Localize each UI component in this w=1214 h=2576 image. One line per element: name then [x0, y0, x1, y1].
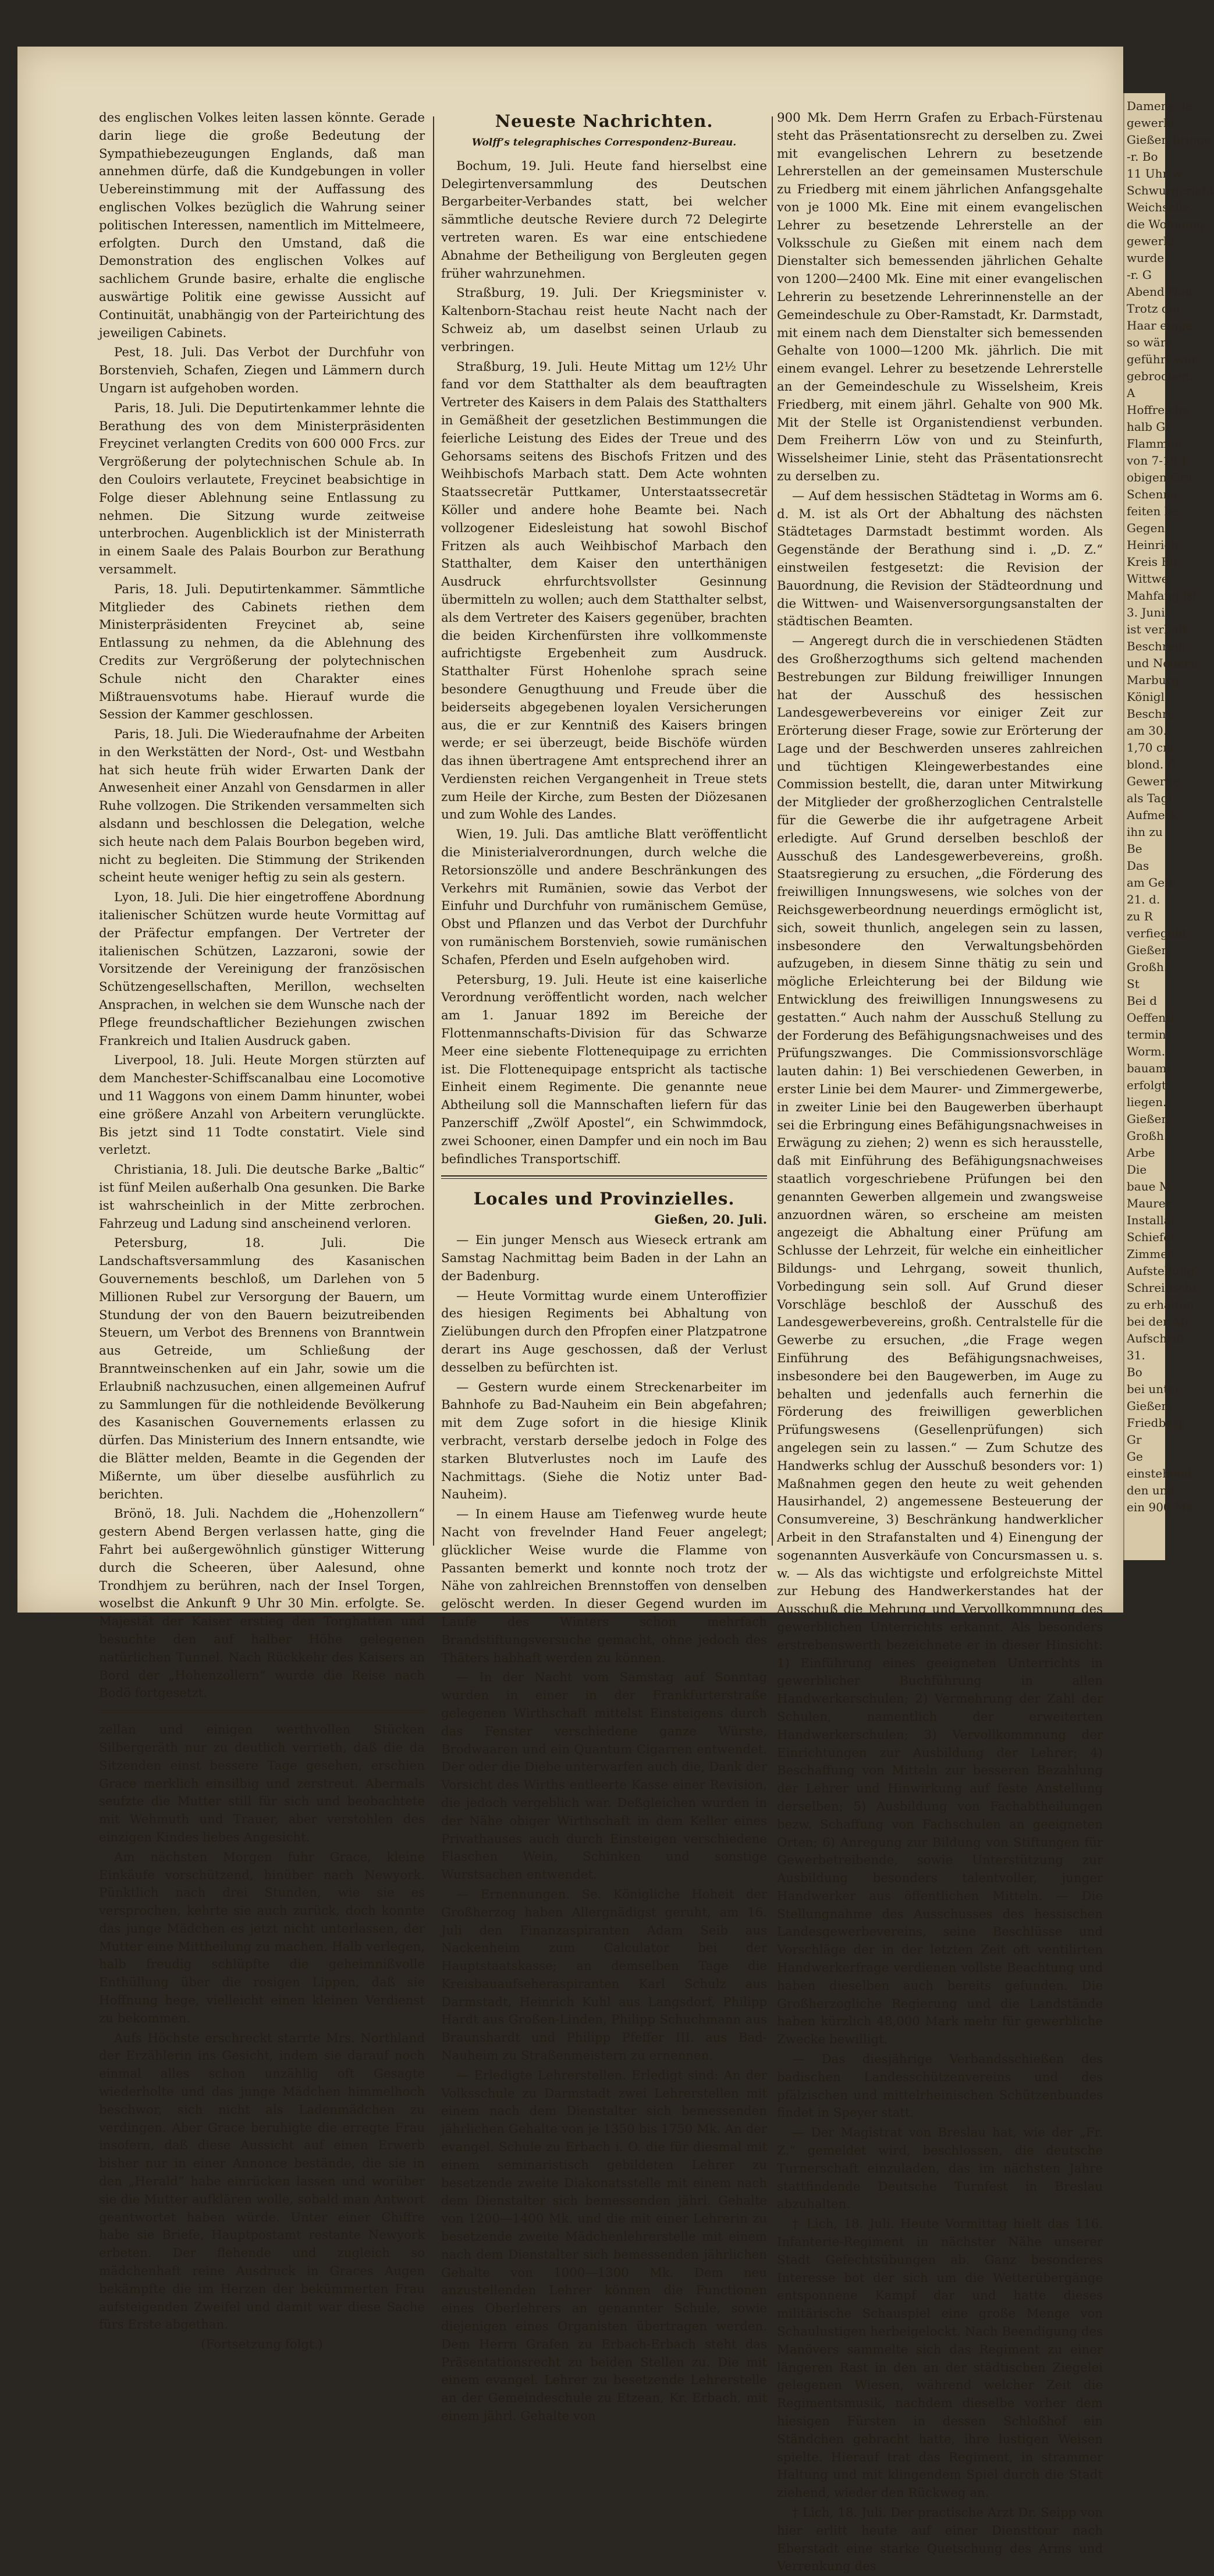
strip-text-fragment: gewerkl. — [1127, 234, 1178, 248]
strip-text-fragment: Oeffentl — [1127, 1011, 1174, 1025]
strip-text-fragment: Bei d — [1127, 994, 1158, 1008]
strip-text-fragment: Hoffreiche — [1127, 403, 1190, 417]
strip-text-fragment: 31. — [1127, 1348, 1145, 1362]
strip-text-fragment: Gegen — [1127, 521, 1165, 535]
telegram-list — [441, 158, 767, 1169]
local-news-list — [441, 1232, 767, 2426]
strip-text-fragment: 11 Uhr w — [1127, 166, 1182, 180]
strip-text-fragment: Bo — [1127, 1365, 1142, 1379]
news-item: Straßburg, 19. Juli. Der Kriegsminister v. Kaltenborn-Stachau reist heute Nacht nach der Schweiz ab, um daselbst seinen Urlaub zu verbringen. — [441, 286, 767, 355]
local-news-item: † Lich, 18. Juli. Der practische Arzt Dr. Seipp von hier erlitt heute auf einer Diensttour nach Eberstadt eine starke Quetschung des Arms und Verrenkung des — [777, 2505, 1103, 2574]
news-item: Liverpool, 18. Juli. Heute Morgen stürzten auf dem Manchester-Schiffscanalbau eine Locomotive und 11 Waggons von einem Damm hinunter, wobei eine größere Anzahl von Arbeitern verunglückte. Bis jetzt sind 11 Todte constatirt. Viele sind verletzt. — [99, 1053, 425, 1158]
strip-text-fragment: -r. Bo — [1127, 150, 1158, 164]
news-item: Lyon, 18. Juli. Die hier eingetroffene Abordnung italienischer Schützen wurde heute Vormittag auf der Präfectur empfangen. Der Vertreter der italienischen Schützen, Lazzaroni, sowie der Vorsitzende der Vereinigung der französischen Schützengesellschaften, Merillon, wechselten Ansprachen, in welchen sie dem Wunsche nach der Pflege freundschaftlicher Beziehungen zwischen Frankreich und Italien Ausdruck gaben. — [99, 890, 425, 1048]
strip-text-fragment: Großh. — [1127, 1129, 1168, 1143]
strip-text-fragment: so wäre — [1127, 335, 1173, 349]
strip-text-fragment: -r. G — [1127, 268, 1152, 282]
strip-text-fragment: geführt wur — [1127, 352, 1198, 366]
strip-text-fragment: als Tagl — [1127, 791, 1172, 805]
column-rule — [772, 116, 773, 1546]
column-middle — [441, 109, 767, 2424]
local-news-item: 900 Mk. Dem Herrn Grafen zu Erbach-Fürstenau steht das Präsentationsrecht zu derselben zu. Zwei mit evangelischen Lehrern zu besetzende Lehrerstellen an der gemeinsamen Musterschule zu Friedberg mit einem jährlichen Anfangsgehalte von je 1000 Mk. Eine mit einem evangelischen Lehrer zu besetzende Lehrerstelle an der Volksschule zu Gießen mit einem nach dem Dienstalter sich bemessenden jährlichen Gehalte von 1200—2400 Mk. Eine mit einer evangelischen Lehrerin zu besetzende Lehrerinnenstelle an der Gemeindeschule zu Ober-Ramstadt, Kr. Darmstadt, mit einem nach dem Dienstalter sich bemessenden Gehalte von 1000—1200 Mk. jährlich. Die mit einem evangel. Lehrer zu besetzende Lehrerstelle an der Gemeindeschule zu Wisselsheim, Kreis Friedberg, mit einem jährl. Gehalte von 900 Mk. Mit der Stelle ist Organistendienst verbunden. Dem Freiherrn Löw von und zu Steinfurth, Wisselsheimer Linie, steht das Präsentationsrecht zu derselben zu. — [777, 111, 1103, 484]
strip-text-fragment: ein 900 Mk — [1127, 1500, 1194, 1514]
newspaper-page — [17, 47, 1123, 2574]
strip-text-fragment: bei unter — [1127, 1382, 1181, 1396]
strip-text-fragment: feiten be — [1127, 504, 1179, 518]
strip-text-fragment: Beschre — [1127, 707, 1175, 721]
section-divider — [441, 1175, 767, 1179]
strip-text-fragment: Schenne — [1127, 487, 1178, 501]
local-news-item: — Ernennungen. Se. Königliche Hoheit der Großherzog haben Allergnädigst geruht, am 16. Juli den Finanzaspiranten Adam Seib aus Nackenheim zum Calculator bei der Hauptstaatskasse; an demselben Tage die Kreisbauaufseheraspiranten Karl Schulz aus Darmstadt, Heinrich Kuhl aus Langsdorf, Philipp Hardt aus Großen-Linden, Philipp Schuchmann aus Braunshardt und Philipp Pfeffer III. aus Bad-Nauheim zu Straßenmeistern zu ernennen. — [441, 1887, 767, 2064]
wire-service-line: Wolff’s telegraphisches Correspondenz-Bureau. — [471, 137, 737, 148]
strip-text-fragment: Maurer — [1127, 1196, 1172, 1210]
strip-text-fragment: Ge — [1127, 1450, 1143, 1464]
strip-text-fragment: Schwurgericht — [1127, 183, 1214, 197]
news-item: Petersburg, 19. Juli. Heute ist eine kaiserliche Verordnung veröffentlicht worden, nach welcher am 1. Januar 1892 im Bereiche der Flottenmannschafts-Division für das Schwarze Meer eine siebente Flottenequipage zu errichten ist. Die Flottenequipage entspricht als tactische Einheit einem Regimente. Die genannte neue Abtheilung soll die Mannschaften liefern für das Panzerschiff „Zwölf Apostel“, ein Schwimmdock, zwei Schooner, einen Dampfer und ein noch im Bau befindliches Transportschiff. — [441, 972, 767, 1167]
news-item: Wien, 19. Juli. Das amtliche Blatt veröffentlicht die Ministerialverordnungen, durch welche die Retorsionszölle und andere Beschränkungen des Verkehrs mit Rumänien, sowie das Verbot der Einfuhr und Durchfuhr von rumänischem Gemüse, Obst und Pflanzen und das Verbot der Durchfuhr von rumänischem Borstenvieh, sowie rumänischen Schafen, Pferden und Eseln aufgehoben wird. — [441, 827, 767, 968]
strip-text-fragment: Aufstellung — [1127, 1264, 1195, 1278]
strip-text-fragment: und Neuerb — [1127, 656, 1198, 670]
local-news-item: — Angeregt durch die in verschiedenen Städten des Großherzogthums sich geltend machenden Bestrebungen zur Bildung freiwilliger Innungen hat der Ausschuß des hessischen Landesgewerbevereins vor einiger Zeit zur Erörterung dieser Frage, sowie zur Erörterung der Lage und der Beschwerden unseres zahlreichen und tüchtigen Kleingewerbestandes eine Commission bestellt, die, daran unter Mitwirkung der Mitglieder der großherzoglichen Centralstelle für die Gewerbe die ihr aufgetragene Arbeit erledigte. Auf Grund derselben beschloß der Ausschuß des Landesgewerbevereins, großh. Staatsregierung zu ersuchen, „die Förderung des freiwilligen Innungswesens, wie solches von der Reichsgewerbeordnung neuerdings ermöglicht ist, sich, soweit thunlich, angelegen sein zu lassen, insbesondere den Verwaltungsbehörden aufzugeben, in diesem Sinne thätig zu sein und mögliche Erleichterung bei der Bildung wie Entwicklung des freiwilligen Innungswesens zu gestatten.“ Auch nahm der Ausschuß Stellung zu der Forderung des Befähigungsnachweises und des Prüfungszwanges. Die Commissionsvorschläge lauten dahin: 1) Bei verschiedenen Gewerben, in erster Linie bei dem Maurer- und Zimmergewerbe, in zweiter Linie bei den Baugewerben überhaupt sei die Erbringung eines Befähigungsnachweises in Erwägung zu ziehen; 2) wenn es sich herausstelle, daß mit Einführung des Befähigungsnachweises staatlich vorgeschriebene Prüfungen bei den genannten Gewerben allgemein und zwangsweise anzuordnen wären, so erscheine am meisten angezeigt die Abhaltung einer Prüfung am Schlusse der Lehrzeit, für welche ein einheitlicher Bildungs- und Lehrgang, soweit thunlich, Vorbedingung sein soll. Auf Grund dieser Vorschläge beschloß der Ausschuß des Landesgewerbevereins, großh. Centralstelle für die Gewerbe zu ersuchen, „die Frage wegen Einführung des Befähigungsnachweises, insbesondere bei den Baugewerben, im Auge zu behalten und jedenfalls auch fernerhin die Förderung des freiwilligen gewerblichen Prüfungswesens (Gesellenprüfungen) sich angelegen sein zu lassen.“ — Zum Schutze des Handwerks schlug der Ausschuß besonders vor: 1) Maßnahmen gegen den heute zu weit gehenden Hausirhandel, 2) angemessene Besteuerung der Consumvereine, 3) Beschränkung handwerklicher Arbeit in den Strafanstalten und 4) Einengung der sogenannten Ausverkäufe von Concursmassen u. s. w. — Als das wichtigste und erfolgreichste Mittel zur Hebung des Handwerkerstandes hat der Ausschuß die Mehrung und Vervollkommnung des gewerblichen Unterrichts erkannt. Als besonders erstrebenswerth bezeichnete er in dieser Hinsicht: 1) Einführung eines geeigneten Unterrichts in gewerblicher Buchführung in allen Handwerkerschulen; 2) Vermehrung der Zahl der Schulen, namentlich der erweiterten Handwerkerschulen; 3) Vervollkommnung der Einrichtungen zur Ausbildung der Lehrer; 4) Beschaffung von Mitteln zur besseren Bezahlung der Lehrer und Hinwirkung auf feste Anstellung derselben; 5) Ausbildung von Fachabtheilungen bezw. Schaffung von Fachschulen an geeigneten Orten; 6) Anregung zur Bildung von Stiftungen für Gewerbetreibende, sowie Unterstützung zur Ausbildung besonders talentvoller, junger Handwerker aus öffentlichen Mitteln. — Die Stellungnahme des Ausschusses des hessischen Landesgewerbevereins, seine Beschlüsse und Vorschläge der in der letzten Zeit oft ventilirten Handwerkerfrage verdienen vollste Beachtung und haben dieselben auch bereits gefunden. Die Großherzogliche Regierung und die Landstände haben kürzlich 48,000 Mark mehr für gewerbliche Zwecke bewilligt. — [777, 634, 1103, 2047]
local-news-continued — [777, 109, 1103, 2576]
strip-text-fragment: Haar einge — [1127, 318, 1192, 332]
strip-text-fragment: Gr — [1127, 1433, 1142, 1447]
strip-text-fragment: Trotz der — [1127, 302, 1182, 316]
column-left — [99, 109, 425, 2352]
strip-text-fragment: Wittwe — [1127, 572, 1169, 586]
story-paragraph: Am nächsten Morgen fuhr Grace, kleine Einkäufe vorschützend, hinüber nach Newyork. Pünktlich nach drei Stunden, wie sie es versprochen, kehrte sie auch zurück, doch konnte das junge Mädchen es jetzt nicht unterlassen, der Mutter eine Mittheilung zu machen. Halb verlegen, halb freudig schlüpfte die geheimnißvolle Enthüllung über die rosigen Lippen, daß sie Hoffnung hege, vielleicht einen kleinen Verdienst zu bekommen. — [99, 1849, 425, 2026]
strip-text-fragment: Großh. — [1127, 960, 1168, 974]
strip-text-fragment: Mahfang ist — [1127, 589, 1198, 603]
strip-text-fragment: zu R — [1127, 909, 1153, 923]
strip-text-fragment: baue M — [1127, 1179, 1172, 1193]
strip-text-fragment: Gießen, — [1127, 943, 1173, 957]
strip-text-fragment: termin — [1127, 1027, 1166, 1041]
strip-text-fragment: Schreibschr. — [1127, 1281, 1201, 1295]
strip-text-fragment: den und — [1127, 1483, 1175, 1497]
strip-text-fragment: gebrochen. — [1127, 369, 1194, 383]
news-item: Paris, 18. Juli. Die Deputirtenkammer lehnte die Berathung des von dem Ministerpräsidenten Freycinet verlangten Credits von 600 000 Frcs. zur Vergrößerung der polytechnischen Schule ab. In den Couloirs verlautete, Freycinet beabsichtige in Folge dieser Ablehnung seine Entlassung zu nehmen. Die Sitzung wurde zeitweise unterbrochen. Augenblicklich ist der Ministerrath in einem Saale des Palais Bourbon zur Berathung versammelt. — [99, 401, 425, 577]
strip-text-fragment: 3. Juni — [1127, 605, 1165, 619]
strip-text-fragment: Flammen. — [1127, 437, 1186, 451]
strip-text-fragment: Arbe — [1127, 1146, 1155, 1160]
section-title-local-news: Locales und Provinzielles. — [473, 1189, 735, 1209]
news-item: Petersburg, 18. Juli. Die Landschaftsversammlung des Kasanischen Gouvernements beschloß, um Darlehen von 5 Millionen Rubel zur Versorgung der Bauern, um Stundung der von den Bauern beizutreibenden Steuern, um Verbot des Brennens von Branntwein aus Getreide, um Schließung der Branntweinschenken auf ein Jahr, sowie um die Erlaubniß nachzusuchen, einen allgemeinen Aufruf zu Sammlungen für die nothleidende Bevölkerung des Kasanischen Gouvernements erlassen zu dürfen. Das Ministerium des Innern entsandte, wie die Blätter melden, Beamte in die Gegenden der Mißernte, um über dieselbe ausführlich zu berichten. — [99, 1236, 425, 1502]
strip-text-fragment: Kreis Bü — [1127, 555, 1177, 569]
strip-text-fragment: Weichselle — [1127, 200, 1190, 214]
strip-text-fragment: am 30. — [1127, 724, 1167, 738]
adjacent-page-edge — [1123, 93, 1214, 1560]
feuilleton-divider — [99, 1710, 425, 1713]
local-news-item: — Auf dem hessischen Städtetag in Worms am 6. d. M. ist als Ort der Abhaltung des nächsten Städtetages Darmstadt bestimmt worden. Als Gegenstände der Berathung sind i. „D. Z.“ einstweilen festgesetzt: die Revision der Bauordnung, die Revision der Städteordnung und die Wittwen- und Waisenversorgungsanstalten der städtischen Beamten. — [777, 488, 1103, 629]
feuilleton-story — [99, 1721, 425, 2334]
section-title-latest-news: Neueste Nachrichten. — [495, 111, 714, 131]
strip-text-fragment: Schiefer — [1127, 1230, 1176, 1244]
dateline: Gießen, 20. Juli. — [654, 1213, 767, 1228]
strip-text-fragment: ihn zu — [1127, 825, 1163, 839]
story-paragraph: zellan und einigen werthvollen Stücken Silbergeräth nur zu deutlich verrieth, daß die da Sitzenden einst bessere Tage gesehen, erschien Grace merklich einsilbig und zerstreut. Abermals seufzte die Mutter still für sich und beobachtete mit Wehmuth und Trauer, aber verstohlen des einzigen Kindes liebes Angesicht. — [99, 1723, 425, 1845]
strip-text-fragment: erfolgt — [1127, 1078, 1167, 1092]
strip-text-fragment: Abend Hau — [1127, 285, 1193, 299]
story-paragraph: Aufs Höchste erschreckt starrte Mrs. Northland der Erzählerin ins Gesicht, indem sie darauf noch einmal alles schon unzählig oft Gesagte wiederholte und das junge Mädchen himmelhoch beschwor, sich nicht als Ladenmädchen zu verdingen. Aber Grace beruhigte die erregte Frau insofern, daß diese Aussicht auf einen Erwerb bisher nur in einer Annonce bestände, die sie in den „Herald“ habe einrücken lassen und worüber sie die Mutter aufklären wolle, sobald man Antwort geantwortet haben würde. Unter einer Chiffre habe sie Briefe, Hauptpostamt restante Newyork erbeten. Der flehende und zugleich so mädchenhaft reine Ausdruck in Graces Augen bekämpfte die im Herzen der bekümmerten Frau aufsteigenden Zweifel und damit war diese Sache fürs Erste abgethan. — [99, 2031, 425, 2333]
strip-text-fragment: gewerkl. — [1127, 116, 1178, 130]
local-news-item: — Ein junger Mensch aus Wieseck ertrank am Samstag Nachmittag beim Baden in der Lahn an der Badenburg. — [441, 1233, 767, 1284]
strip-text-fragment: Be — [1127, 842, 1142, 856]
strip-text-fragment: blond. G — [1127, 757, 1177, 771]
strip-text-fragment: Königl — [1127, 690, 1165, 704]
news-item: Pest, 18. Juli. Das Verbot der Durchfuhr von Borstenvieh, Schafen, Ziegen und Lämmern durch Ungarn ist aufgehoben worden. — [99, 345, 425, 396]
strip-text-fragment: wurde. — [1127, 251, 1168, 265]
story-continuation-note: (Fortsetzung folgt.) — [201, 2337, 323, 2352]
strip-text-fragment: Gießen, — [1127, 1399, 1173, 1413]
news-item: des englischen Volkes leiten lassen könnte. Gerade darin liege die große Bedeutung der Sympathiebezeugungen Englands, daß man annehmen dürfe, daß die Kundgebungen in voller Uebereinstimmung mit der Auffassung des englischen Volkes bezüglich die Wahrung seiner politischen Interessen, namentlich im Mittelmeere, erfolgten. Durch den Umstand, daß die Demonstration des englischen Volkes auf sachlichem Grunde basire, erhalte die englische auswärtige Politik eine gewisse Aussicht auf Continuität, unabhängig von der Parteirichtung des jeweiligen Cabinets. — [99, 111, 425, 341]
news-item: Bochum, 19. Juli. Heute fand hierselbst eine Delegirtenversammlung des Deutschen Bergarbeiter-Verbandes statt, bei welcher sämmtliche deutsche Reviere durch 72 Delegirte vertreten waren. Es war eine entschiedene Abnahme der Betheiligung von Bergleuten gegen früher wahrzunehmen. — [441, 158, 767, 281]
news-item: Brönö, 18. Juli. Nachdem die „Hohenzollern“ gestern Abend Bergen verlassen hatte, ging die Fahrt bei außergewöhnlich günstiger Witterung durch die Scheeren, über Aalesund, ohne Trondhjem zu berühren, nach der Insel Torgen, woselbst die Ankunft 9 Uhr 30 Min. erfolgte. Se. Majestät der Kaiser erstieg den Torghatten und besuchte den auf halber Höhe gelegenen natürlichen Tunnel. Nach Rückkehr des Kaisers an Bord der „Hohenzollern“ wurde die Reise nach Bodö fortgesetzt. — [99, 1507, 425, 1701]
foreign-news-list — [99, 109, 425, 1703]
strip-text-fragment: Gießen bringe — [1127, 133, 1211, 147]
strip-text-fragment: Friedberg — [1127, 1416, 1186, 1430]
news-item: Paris, 18. Juli. Deputirtenkammer. Sämmtliche Mitglieder des Cabinets riethen dem Ministerpräsidenten Freycinet ab, seine Entlassung zu nehmen, da die Ablehnung des Credits zur Vergrößerung der polytechnischen Schule nicht den Charakter eines Mißtrauensvotums habe. Hierauf wurde die Session der Kammer geschlossen. — [99, 582, 425, 722]
local-news-item: — In einem Hause am Tiefenweg wurde heute Nacht von frevelnder Hand Feuer angelegt; glücklicher Weise wurde die Flamme von Passanten bemerkt und konnte noch trotz der Nähe von zahlreichen Brennstoffen von denselben gelöscht werden. In dieser Gegend wurden im Laufe des Winters schon mehrfach Brandstiftungsversuche gemacht, ohne jedoch des Thäters habhaft werden zu können. — [441, 1507, 767, 1666]
strip-text-fragment: obigen Gru — [1127, 470, 1193, 484]
strip-text-fragment: zu erhalten — [1127, 1298, 1194, 1312]
strip-text-fragment: Damens de — [1127, 99, 1192, 113]
strip-text-fragment: am Geſe — [1127, 876, 1176, 890]
strip-text-fragment: von 7-10 J — [1127, 453, 1186, 467]
strip-text-fragment: Marburg — [1127, 673, 1180, 687]
local-news-item: — Gestern wurde einem Streckenarbeiter im Bahnhofe zu Bad-Nauheim ein Bein abgefahren; mit dem Zuge sofort in die hiesige Klinik verbracht, verstarb derselbe jedoch in Folge des starken Blutverlustes noch im Laufe des Nachmittags. (Siehe die Notiz unter Bad-Nauheim). — [441, 1380, 767, 1503]
strip-text-fragment: Gießen, — [1127, 1112, 1173, 1126]
news-item: Straßburg, 19. Juli. Heute Mittag um 12½ Uhr fand vor dem Statthalter als dem beauftragten Vertreter des Kaisers in dem Palais des Statthalters in Gemäßheit der gesetzlichen Bestimmungen die feierliche Leistung des Eides der Treue und des Gehorsams seitens des Bischofs Fritzen und des Weihbischofs Marbach statt. Dem Acte wohnten Staatssecretär Puttkamer, Unterstaatssecretär Köller und andere hohe Beamte bei. Nach vollzogener Eidesleistung hat sowohl Bischof Fritzen als auch Weihbischof Marbach den Statthalter, dem Kaiser den unterthänigen Ausdruck ehrfurchtsvollster Gesinnung übermitteln zu wollen; auch dem Statthalter selbst, als dem Vertreter des Kaisers gegenüber, brachten die beiden Kirchenfürsten ihre vollkommenste aufrichtigste Ergebenheit zum Ausdruck. Statthalter Fürst Hohenlohe sprach seine besondere Genugthuung und Freude über die beiderseits abgegebenen loyalen Versicherungen aus, die er zur Kenntniß des Kaisers bringen werde; er sei überzeugt, beide Bischöfe würden das ihnen übertragene Amt entsprechend ihrer an Verdiensten reichen Vergangenheit in Treue stets zum Heile der Kirche, zum Besten der Diözesanen und zum Wohle des Landes. — [441, 359, 767, 823]
strip-text-fragment: die Wohnung — [1127, 217, 1204, 231]
strip-text-fragment: Beschreib — [1127, 639, 1186, 653]
local-news-item: — Heute Vormittag wurde einem Unteroffizier des hiesigen Regiments bei Abhaltung von Zielübungen durch den Pfropfen einer Platzpatrone derart ins Auge geschossen, daß der Verlust desselben zu befürchten ist. — [441, 1288, 767, 1375]
strip-text-fragment: Die — [1127, 1163, 1147, 1177]
news-item: Paris, 18. Juli. Die Wiederaufnahme der Arbeiten in den Werkstätten der Nord-, Ost- und Westbahn hat sich heute früh wider Erwarten Dank der Anwesenheit einer Anzahl von Gensdarmen in aller Ruhe vollzogen. Die Strikenden versammelten sich alsdann und beschlossen die Delegation, welche sich heute nach dem Palais Bourbon begeben wird, nicht zu begleiten. Die Stimmung der Strikenden scheint heute weniger heftig zu sein als gestern. — [99, 727, 425, 885]
local-news-item: — Das diesjährige Verbandsschießen des badischen Landesschützenvereins und des pfälzischen und mittelrheinischen Schützenbundes findet in Speyer statt. — [777, 2052, 1103, 2121]
local-news-item: — In der Nacht vom Samstag auf Sonntag wurden in einer in der Frankfurterstraße gelegenen Wirthschaft mittelst Einsteigens durch das Fenster verschiedene ganze Würste, Brodwaaren und ein Quantum Cigarren entwendet. Der oder die Diebe unterwarfen auch die, Dank der Vorsicht des Wirths entleerte Kasse einer Revision, die jedoch vergeblich war. Deßgleichen wurden in der Nähe obiger Wirthschaft in dem Keller eines Privathauses auch durch Einsteigen verschiedene Flaschen Wein, Schinken und sonstige Wurstsachen entwendet. — [441, 1670, 767, 1883]
strip-text-fragment: Zimmer — [1127, 1247, 1173, 1261]
strip-text-fragment: Das — [1127, 859, 1149, 873]
strip-text-fragment: einstehend — [1127, 1466, 1192, 1480]
strip-text-fragment: verfiegeht — [1127, 926, 1187, 940]
strip-text-fragment: Gewerbe — [1127, 774, 1180, 788]
local-news-item: — Der Magistrat von Breslau hat, wie der „Fr. Z.“ gemeldet wird, beschlossen, die deutsche Turnerschaft einzuladen, das im nächsten Jahre stattfindende Deutsche Turnfest in Breslau abzuhalten. — [777, 2125, 1103, 2212]
strip-text-fragment: 21. d. — [1127, 892, 1160, 906]
strip-text-fragment: Worm. — [1127, 1044, 1166, 1058]
news-item: Christiania, 18. Juli. Die deutsche Barke „Baltic“ ist fünf Meilen außerhalb Ona gesunken. Die Barke ist wahrscheinlich in der Mitte zerbrochen. Fahrzeug und Ladung sind anscheinend verloren. — [99, 1163, 425, 1231]
strip-text-fragment: bauamt — [1127, 1061, 1172, 1075]
column-right — [777, 109, 1103, 2574]
local-news-item: — Erledigte Lehrerstellen. Erledigt sind: An der Volksschule zu Darmstadt zwei Lehrerstellen mit einem nach dem Dienstalter sich bemessenden jährlichen Gehalte von je 1350 bis 1750 Mk. An der evangel. Schule zu Erbach i. O. die für diesmal mit einem seminaristisch gebildeten Lehrer zu besetzende zweite Diakonatsstelle mit einem nach dem Dienstalter sich bemessenden jährl. Gehalte von 1200—1400 Mk. und die mit einer Lehrerin zu besetzende zweite Mädchenlehrerstelle mit einem nach dem Dienstalter sich bemessenden jährlichen Gehalte von 1000—1300 Mk. Dem neu anzustellenden Lehrer können die Functionen eines Oberlehrers an genannter Schule, sowie diejenigen eines Organisten übertragen werden. Dem Herrn Grafen zu Erbach-Erbach steht das Präsentationsrecht zu beiden Stellen zu. Die mit einem evangel. Lehrer zu besetzende Lehrerstelle an der Gemeindeschule zu Etzean, Kr. Erbach, mit einem jährl. Gehalte von — [441, 2068, 767, 2424]
strip-text-fragment: Installat — [1127, 1213, 1176, 1227]
strip-text-fragment: Heinrich — [1127, 538, 1178, 552]
strip-text-fragment: bei der Ab — [1127, 1314, 1188, 1328]
strip-text-fragment: ist verhaft — [1127, 622, 1187, 636]
strip-text-fragment: Aufschrift — [1127, 1331, 1185, 1345]
strip-text-fragment: halb Gr — [1127, 420, 1171, 434]
strip-text-fragment: St — [1127, 977, 1140, 991]
strip-text-fragment: Aufmerk — [1127, 808, 1178, 822]
column-rule — [433, 116, 434, 1546]
local-news-item: † Lich, 18. Juli. Heute Vormittag hielt das 116. Infanterie-Regiment in nächster Nähe unserer Stadt Gefechtsübungen ab. Ganz besonderes Interesse bot der sich um die Wetterübergänge entsponnene Kampf dar und hatte dieses militärische Schauspiel eine große Menge von Schaulustigen herbeigelockt. Nach Beendigung des Manövers sammelte sich das Regiment zu einer längeren Rast in den an der städtischen Ziegelei gelegenen Wiesen, während welcher Zeit die Regimentsmusik, nachdem dieselbe vorher dem hiesigen Fürsten in dessen Schloßhof ein Ständchen gebracht hatte, ihre lustigen Weisen spielte. Hierauf trat das Regiment, in strammer Haltung und mit klingendem Spiel durch die Stadt ziehend, wieder den Rückweg an. — [777, 2217, 1103, 2501]
strip-text-fragment: A — [1127, 386, 1135, 400]
strip-text-fragment: 1,70 cm — [1127, 740, 1174, 754]
strip-text-fragment: liegen. — [1127, 1095, 1167, 1109]
